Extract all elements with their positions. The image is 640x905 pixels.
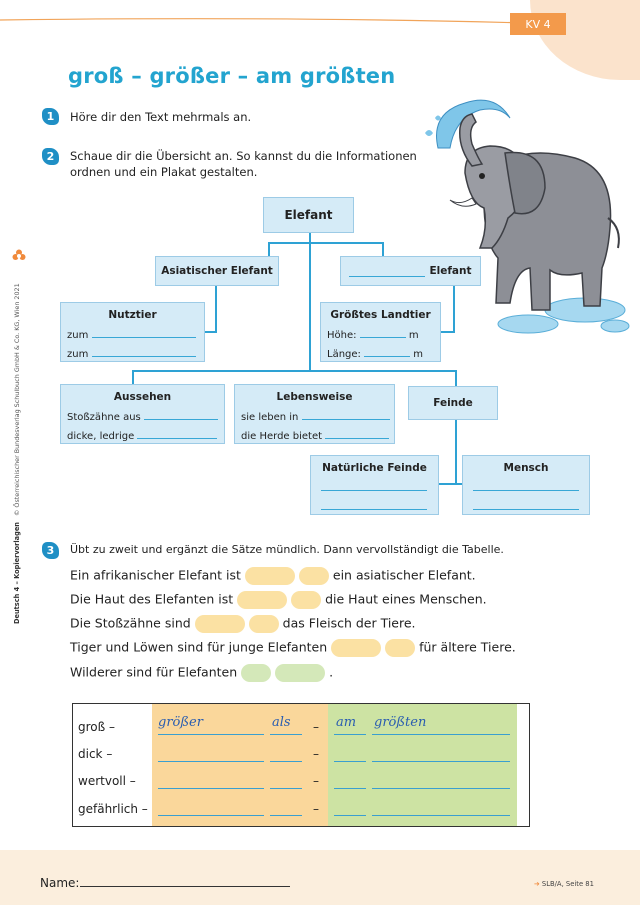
- header-decoration: [530, 0, 640, 80]
- box-mensch-title: Mensch: [503, 462, 549, 474]
- answer-line[interactable]: [321, 499, 427, 510]
- blank[interactable]: [291, 591, 321, 609]
- sentence-text: ein asiatischer Elefant.: [332, 567, 476, 583]
- example-am: am: [336, 715, 357, 730]
- aussehen-line-2-label: dicke, ledrige: [67, 431, 135, 442]
- dash: –: [313, 802, 319, 816]
- example-superlative: größten: [374, 715, 427, 730]
- box-natuerliche-title: Natürliche Feinde: [322, 462, 427, 474]
- blank[interactable]: [299, 567, 329, 585]
- row-label: groß –: [78, 720, 116, 734]
- landtier-length-label: Länge:: [327, 349, 361, 360]
- page-reference: [534, 880, 594, 888]
- box-feinde: Feinde: [408, 386, 498, 420]
- footer: [0, 850, 640, 905]
- connector: [268, 242, 270, 256]
- connector: [382, 242, 384, 256]
- series-label: Deutsch 4 – Kopiervorlagen: [13, 522, 21, 624]
- answer-line[interactable]: [325, 428, 389, 439]
- connector: [309, 233, 311, 370]
- answer-line[interactable]: [302, 409, 390, 420]
- name-label: Name:: [40, 876, 80, 890]
- aussehen-line-1-label: Stoßzähne aus: [67, 412, 141, 423]
- answer-line[interactable]: [334, 734, 366, 735]
- copyright-note: © Österreichischer Bundesverlag Schulbuch GmbH & Co. KG, Wien 2021: [13, 283, 21, 516]
- task-number-2: 2: [42, 148, 59, 165]
- connector: [455, 420, 457, 484]
- sentence-text: .: [329, 664, 334, 680]
- box-african-elephant-label: Elefant: [429, 265, 472, 277]
- answer-line[interactable]: [334, 761, 366, 762]
- box-asian-elephant: Asiatischer Elefant: [155, 256, 279, 286]
- answer-line[interactable]: [334, 815, 366, 816]
- answer-line[interactable]: [158, 761, 264, 762]
- lebensweise-line-1-label: sie leben in: [241, 412, 299, 423]
- answer-line[interactable]: [372, 788, 510, 789]
- task-number-1: 1: [42, 108, 59, 125]
- lebensweise-line-2-label: die Herde bietet: [241, 431, 323, 442]
- sentence-1: [70, 567, 476, 585]
- answer-line[interactable]: [334, 788, 366, 789]
- answer-line[interactable]: [158, 788, 264, 789]
- name-field[interactable]: [80, 886, 290, 887]
- box-nutztier-title: Nutztier: [108, 309, 157, 321]
- nutztier-line-2-label: zum: [67, 349, 89, 360]
- sentence-3: [70, 615, 416, 633]
- answer-line[interactable]: [349, 266, 425, 277]
- task-number-3: 3: [42, 542, 59, 559]
- answer-line[interactable]: [473, 499, 579, 510]
- answer-line[interactable]: [321, 480, 427, 491]
- blank[interactable]: [237, 591, 287, 609]
- answer-line[interactable]: [372, 734, 510, 735]
- worksheet-code: KV 4: [510, 13, 566, 35]
- answer-line[interactable]: [270, 734, 302, 735]
- box-aussehen-title: Aussehen: [113, 391, 172, 403]
- sentence-text: das Fleisch der Tiere.: [282, 615, 416, 631]
- page-reference-text: SLB/A, Seite 81: [541, 880, 594, 888]
- arrow-right-icon: ➔: [534, 880, 540, 888]
- blank[interactable]: [275, 664, 325, 682]
- answer-line[interactable]: [92, 346, 196, 357]
- task-1-text: Höre dir den Text mehrmals an.: [70, 110, 252, 124]
- box-natuerliche-feinde: [310, 455, 439, 515]
- sentence-5: [70, 664, 333, 682]
- row-label: wertvoll –: [78, 774, 136, 788]
- sentence-text: für ältere Tiere.: [419, 639, 516, 655]
- answer-line[interactable]: [372, 815, 510, 816]
- blank[interactable]: [241, 664, 271, 682]
- blank[interactable]: [249, 615, 279, 633]
- task-2-text: [70, 148, 417, 180]
- box-african-elephant: [340, 256, 481, 286]
- sentence-2: [70, 591, 487, 609]
- box-lebensweise: [234, 384, 395, 444]
- answer-line[interactable]: [360, 327, 406, 338]
- connector: [132, 370, 134, 384]
- row-label: dick –: [78, 747, 113, 761]
- unit-label: m: [413, 349, 424, 360]
- connector: [441, 331, 455, 333]
- answer-line[interactable]: [270, 788, 302, 789]
- task-2-line-1: Schaue dir die Übersicht an. So kannst du die Informationen: [70, 149, 417, 163]
- blank[interactable]: [245, 567, 295, 585]
- connector: [205, 331, 217, 333]
- landtier-height-label: Höhe:: [327, 330, 357, 341]
- box-nutztier: [60, 302, 205, 362]
- example-als: als: [272, 715, 291, 730]
- task-2-line-2: ordnen und ein Plakat gestalten.: [70, 165, 258, 179]
- connector: [132, 370, 457, 372]
- task-3-text: Übt zu zweit und ergänzt die Sätze mündlich. Dann vervollständigt die Tabelle.: [70, 543, 504, 556]
- sentence-text: Die Haut des Elefanten ist: [70, 591, 234, 607]
- example-comparative: größer: [158, 715, 203, 730]
- box-lebensweise-title: Lebensweise: [276, 391, 353, 403]
- answer-line[interactable]: [473, 480, 579, 491]
- dash: –: [313, 774, 319, 788]
- sentence-4: [70, 639, 516, 657]
- row-label: gefährlich –: [78, 802, 148, 816]
- sentence-text: Die Stoßzähne sind: [70, 615, 191, 631]
- connector: [453, 286, 455, 332]
- box-landtier-title: Größtes Landtier: [330, 309, 431, 321]
- box-elefant: Elefant: [263, 197, 354, 233]
- connector: [439, 483, 463, 485]
- answer-line[interactable]: [270, 761, 302, 762]
- answer-line[interactable]: [144, 409, 218, 420]
- connector: [215, 286, 217, 332]
- blank[interactable]: [385, 639, 415, 657]
- answer-line[interactable]: [364, 346, 410, 357]
- nutztier-line-1-label: zum: [67, 330, 89, 341]
- sentence-text: Ein afrikanischer Elefant ist: [70, 567, 241, 583]
- answer-line[interactable]: [372, 761, 510, 762]
- unit-label: m: [408, 330, 419, 341]
- blank[interactable]: [195, 615, 245, 633]
- answer-line[interactable]: [137, 428, 217, 439]
- box-mensch: [462, 455, 590, 515]
- box-groesstes-landtier: [320, 302, 441, 362]
- connector: [455, 370, 457, 386]
- answer-line[interactable]: [270, 815, 302, 816]
- answer-line[interactable]: [158, 734, 264, 735]
- answer-line[interactable]: [158, 815, 264, 816]
- elephant-illustration: [410, 78, 635, 343]
- sentence-text: Tiger und Löwen sind für junge Elefanten: [70, 639, 328, 655]
- answer-line[interactable]: [92, 327, 196, 338]
- dash: –: [313, 720, 319, 734]
- publisher-logo-icon: [12, 249, 26, 263]
- dash: –: [313, 747, 319, 761]
- box-aussehen: [60, 384, 225, 444]
- sentence-text: die Haut eines Menschen.: [325, 591, 487, 607]
- connector: [268, 242, 384, 244]
- page-title: groß – größer – am größten: [68, 64, 396, 88]
- sentence-text: Wilderer sind für Elefanten: [70, 664, 238, 680]
- blank[interactable]: [331, 639, 381, 657]
